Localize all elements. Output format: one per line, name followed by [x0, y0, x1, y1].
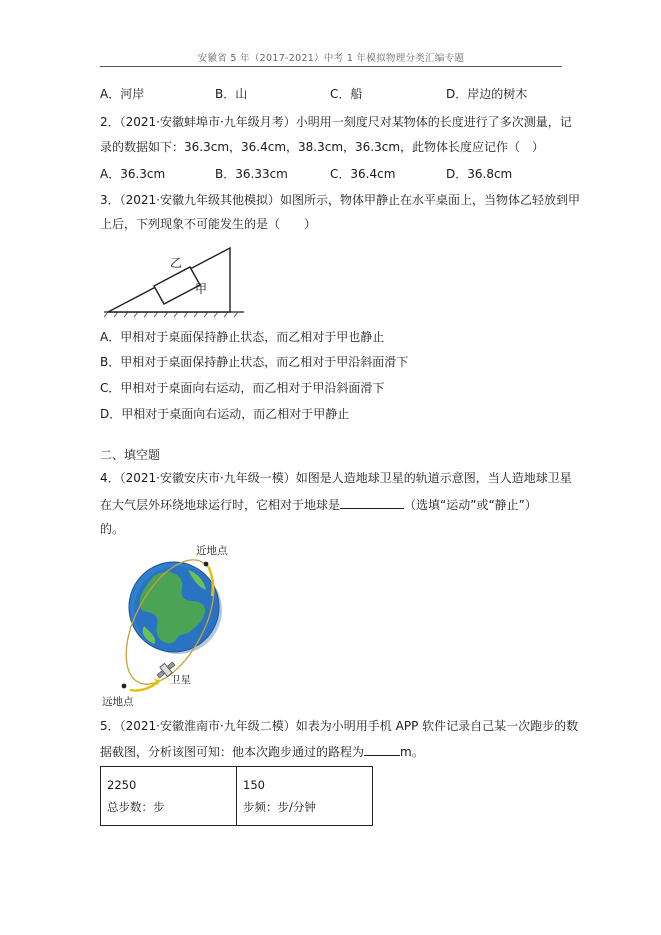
q2-option-a: A．36.3cm — [100, 167, 166, 181]
page-header: 安徽省 5 年（2017-2021）中考 1 年模拟物理分类汇编专题 — [197, 53, 465, 64]
q2-stem-line1: 2．（2021·安徽蚌埠市·九年级月考）小明用一刻度尺对某物体的长度进行了多次测量，记 — [100, 115, 572, 129]
q5-answer-blank[interactable] — [364, 743, 400, 756]
q2-option-b: B．36.33cm — [215, 167, 288, 181]
label-perigee: 近地点 — [196, 545, 228, 557]
incline-figure — [104, 240, 244, 320]
label-satellite: 卫星 — [170, 674, 191, 686]
q2-option-d: D．36.8cm — [446, 167, 513, 181]
q4-stem-line2-hint: （选填“运动”或“静止”） — [404, 498, 537, 512]
cadence-value: 150 — [243, 778, 265, 792]
q5-unit: m。 — [400, 745, 424, 759]
header-divider — [100, 66, 562, 67]
q1-option-a: A．河岸 — [100, 87, 145, 101]
cadence-label: 步频：步/分钟 — [243, 800, 316, 814]
q5-stem-line1: 5．（2021·安徽淮南市·九年级二模）如表为小明用手机 APP 软件记录自己某一次跑步的数 — [100, 719, 579, 733]
label-jia: 甲 — [195, 282, 208, 296]
run-data-table — [100, 766, 373, 826]
q3-option-c: C．甲相对于桌面向右运动，而乙相对于甲沿斜面滑下 — [100, 381, 385, 395]
q1-option-b: B．山 — [215, 87, 248, 101]
table-cell-cadence — [237, 767, 373, 826]
table-row — [101, 767, 373, 826]
q4-stem-line3: 的。 — [100, 522, 125, 536]
table-cell-steps — [101, 767, 237, 826]
q2-stem-line2: 录的数据如下：36.3cm，36.4cm，38.3cm，36.3cm，此物体长度应记作（ ） — [100, 140, 545, 154]
q4-answer-blank[interactable] — [340, 496, 404, 509]
q5-stem-line2 — [100, 743, 424, 760]
label-apogee: 远地点 — [102, 696, 134, 708]
q3-option-b: B．甲相对于桌面保持静止状态，而乙相对于甲沿斜面滑下 — [100, 355, 409, 369]
q3-stem-line2: 上后，下列现象不可能发生的是（ ） — [100, 217, 317, 231]
perigee-dot — [204, 562, 209, 567]
q3-stem-line1: 3．（2021·安徽九年级其他模拟）如图所示，物体甲静止在水平桌面上，当物体乙轻放到甲 — [100, 193, 580, 207]
q1-option-c: C．船 — [330, 87, 363, 101]
q4-stem-line1: 4．（2021·安徽安庆市·九年级一模）如图是人造地球卫星的轨道示意图，当人造地球卫星 — [100, 471, 572, 485]
steps-value: 2250 — [107, 778, 137, 792]
q5-stem-line2-text: 据截图，分析该图可知：他本次跑步通过的路程为 — [100, 745, 365, 759]
steps-label: 总步数：步 — [107, 800, 165, 814]
q2-option-c: C．36.4cm — [330, 167, 396, 181]
q3-option-d: D．甲相对于桌面向右运动，而乙相对于甲静止 — [100, 407, 350, 421]
q3-option-a: A．甲相对于桌面保持静止状态，而乙相对于甲也静止 — [100, 330, 385, 344]
q4-stem-line2 — [100, 496, 537, 513]
q1-option-d: D．岸边的树木 — [446, 87, 528, 101]
apogee-dot — [122, 684, 127, 689]
label-yi: 乙 — [170, 256, 183, 270]
orbit-arrow — [130, 680, 160, 691]
section-title-fill-blank: 二、填空题 — [100, 448, 161, 462]
q4-stem-line2-text: 在大气层外环绕地球运行时，它相对于地球是 — [100, 498, 341, 512]
